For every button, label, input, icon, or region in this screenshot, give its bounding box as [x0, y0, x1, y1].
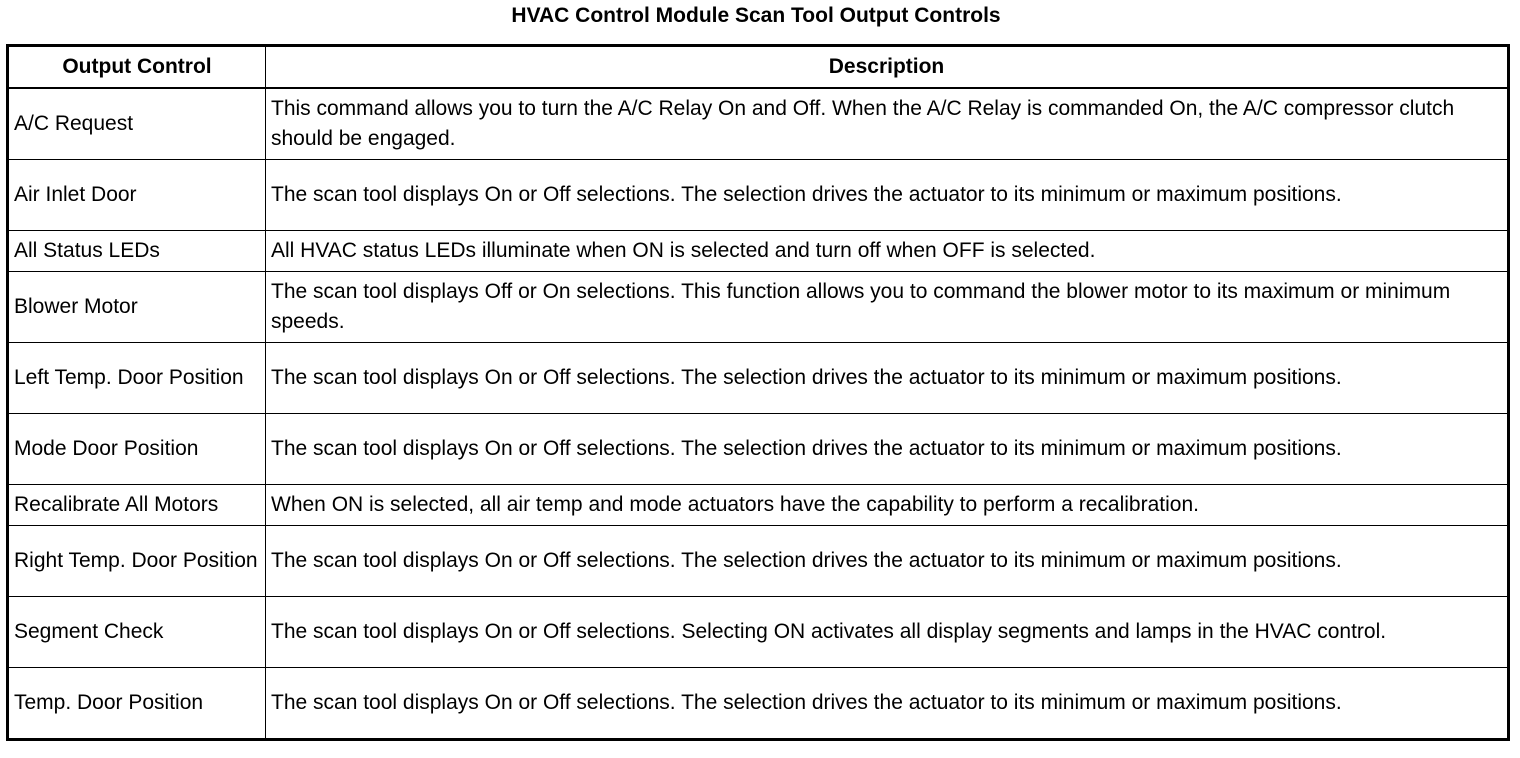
output-control-cell: Temp. Door Position — [8, 668, 266, 740]
description-cell: The scan tool displays On or Off selections. The selection drives the actuator to its minimum or maximum positions. — [266, 414, 1509, 485]
table-row — [8, 668, 1509, 740]
description-cell: This command allows you to turn the A/C Relay On and Off. When the A/C Relay is commanded On, the A/C compressor clutch should be engaged. — [266, 88, 1509, 160]
table-header-row — [8, 46, 1509, 89]
table-row — [8, 526, 1509, 597]
table-row — [8, 88, 1509, 160]
output-control-cell: Blower Motor — [8, 272, 266, 343]
column-header-description: Description — [266, 46, 1509, 89]
description-cell: The scan tool displays Off or On selections. This function allows you to command the blower motor to its maximum or minimum speeds. — [266, 272, 1509, 343]
output-control-cell: Segment Check — [8, 597, 266, 668]
description-cell: The scan tool displays On or Off selections. The selection drives the actuator to its minimum or maximum positions. — [266, 526, 1509, 597]
description-cell: The scan tool displays On or Off selections. The selection drives the actuator to its minimum or maximum positions. — [266, 668, 1509, 740]
page-title: HVAC Control Module Scan Tool Output Controls — [511, 4, 1001, 27]
table-row — [8, 272, 1509, 343]
table-row — [8, 343, 1509, 414]
output-control-cell: Mode Door Position — [8, 414, 266, 485]
description-cell: The scan tool displays On or Off selections. The selection drives the actuator to its minimum or maximum positions. — [266, 160, 1509, 231]
table-row — [8, 485, 1509, 526]
column-header-output-control: Output Control — [8, 46, 266, 89]
output-control-cell: Left Temp. Door Position — [8, 343, 266, 414]
description-cell: The scan tool displays On or Off selections. The selection drives the actuator to its minimum or maximum positions. — [266, 343, 1509, 414]
table-row — [8, 414, 1509, 485]
output-control-cell: All Status LEDs — [8, 231, 266, 272]
description-cell: The scan tool displays On or Off selections. Selecting ON activates all display segments and lamps in the HVAC control. — [266, 597, 1509, 668]
output-control-cell: A/C Request — [8, 88, 266, 160]
output-control-cell: Air Inlet Door — [8, 160, 266, 231]
output-controls-table — [6, 44, 1510, 741]
description-cell: All HVAC status LEDs illuminate when ON is selected and turn off when OFF is selected. — [266, 231, 1509, 272]
table-row — [8, 597, 1509, 668]
output-control-cell: Recalibrate All Motors — [8, 485, 266, 526]
description-cell: When ON is selected, all air temp and mode actuators have the capability to perform a recalibration. — [266, 485, 1509, 526]
output-control-cell: Right Temp. Door Position — [8, 526, 266, 597]
table-row — [8, 231, 1509, 272]
table-row — [8, 160, 1509, 231]
